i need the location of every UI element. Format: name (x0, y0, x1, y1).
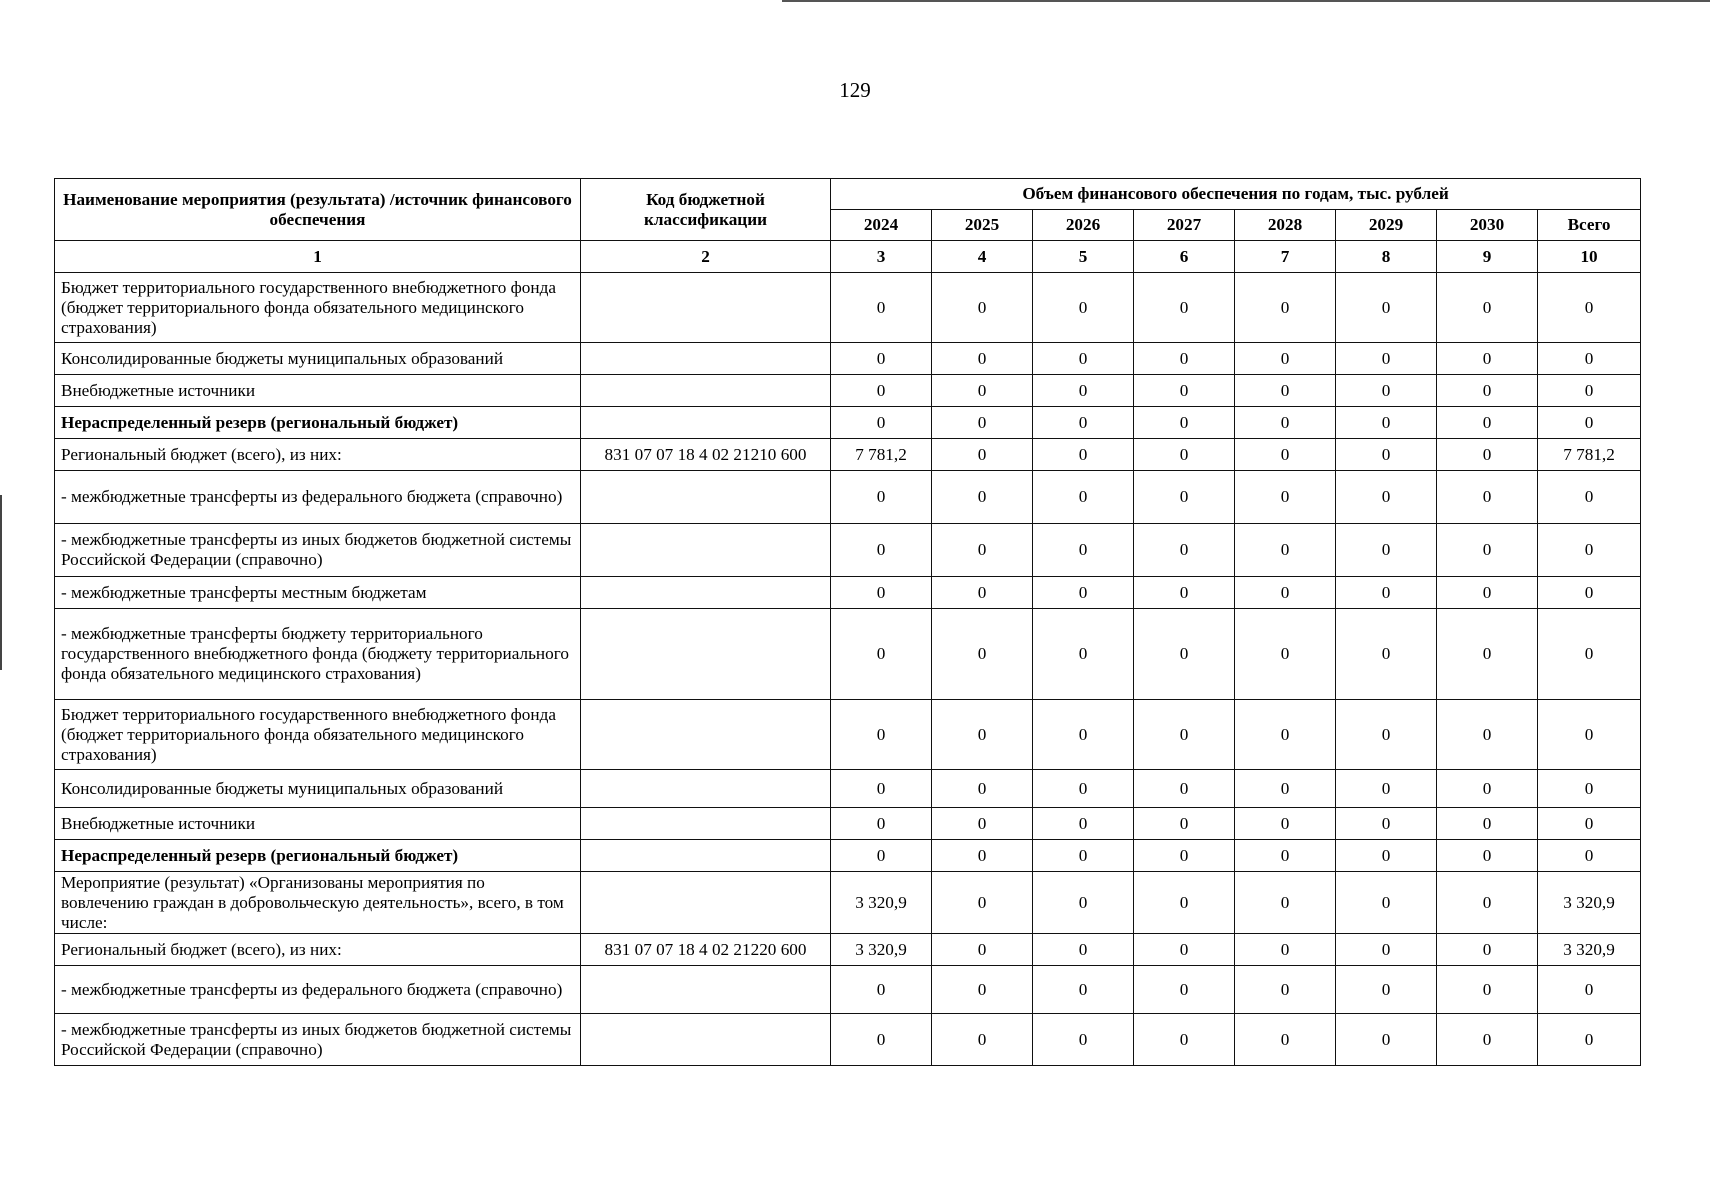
row-name-cell: Нераспределенный резерв (региональный бюджет) (55, 407, 581, 439)
budget-code-cell (581, 840, 831, 872)
table-row (55, 840, 1641, 872)
year-value-cell: 0 (831, 609, 932, 700)
year-value-cell: 0 (1033, 609, 1134, 700)
year-value-cell: 0 (1235, 375, 1336, 407)
column-number: 2 (581, 241, 831, 273)
year-value-cell: 7 781,2 (831, 439, 932, 471)
year-value-cell: 0 (932, 872, 1033, 934)
budget-code-cell (581, 471, 831, 524)
year-value-cell: 0 (1033, 700, 1134, 770)
year-value-cell: 0 (1235, 471, 1336, 524)
year-value-cell: 0 (1134, 808, 1235, 840)
year-value-cell: 0 (831, 700, 932, 770)
year-value-cell: 0 (831, 840, 932, 872)
year-value-cell: 0 (932, 471, 1033, 524)
budget-code-cell (581, 524, 831, 577)
year-value-cell: 0 (1033, 934, 1134, 966)
year-value-cell: 0 (1134, 840, 1235, 872)
financing-table (54, 178, 1641, 1066)
row-name-cell: Мероприятие (результат) «Организованы мероприятия по вовлечению граждан в добровольческую деятельность», всего, в том числе: (55, 872, 581, 934)
year-value-cell: 0 (932, 770, 1033, 808)
header-year: 2030 (1437, 210, 1538, 241)
year-value-cell: 0 (1336, 524, 1437, 577)
table-row (55, 1014, 1641, 1066)
year-value-cell: 0 (1033, 375, 1134, 407)
year-value-cell: 0 (932, 1014, 1033, 1066)
year-value-cell: 0 (1134, 343, 1235, 375)
year-value-cell: 0 (1033, 966, 1134, 1014)
row-name-cell: Консолидированные бюджеты муниципальных образований (55, 343, 581, 375)
table-row (55, 808, 1641, 840)
year-value-cell: 0 (1134, 375, 1235, 407)
total-value-cell: 0 (1538, 524, 1641, 577)
total-value-cell: 0 (1538, 609, 1641, 700)
year-value-cell: 0 (1033, 577, 1134, 609)
table-row (55, 872, 1641, 934)
year-value-cell: 0 (1336, 609, 1437, 700)
column-number: 1 (55, 241, 581, 273)
year-value-cell: 0 (1235, 700, 1336, 770)
year-value-cell: 0 (1033, 439, 1134, 471)
year-value-cell: 0 (1033, 808, 1134, 840)
header-year: 2026 (1033, 210, 1134, 241)
year-value-cell: 0 (932, 934, 1033, 966)
row-name-cell: - межбюджетные трансферты бюджету территориального государственного внебюджетного фонда (бюджету территориального фонда обязательного медицинского страхования) (55, 609, 581, 700)
year-value-cell: 0 (1437, 375, 1538, 407)
table-row (55, 273, 1641, 343)
total-value-cell: 0 (1538, 966, 1641, 1014)
year-value-cell: 0 (1134, 577, 1235, 609)
budget-code-cell (581, 872, 831, 934)
year-value-cell: 0 (1235, 966, 1336, 1014)
year-value-cell: 0 (1336, 375, 1437, 407)
year-value-cell: 0 (1033, 770, 1134, 808)
row-name-cell: - межбюджетные трансферты из иных бюджетов бюджетной системы Российской Федерации (справочно) (55, 1014, 581, 1066)
year-value-cell: 0 (1235, 808, 1336, 840)
year-value-cell: 0 (932, 808, 1033, 840)
year-value-cell: 0 (831, 770, 932, 808)
column-number: 8 (1336, 241, 1437, 273)
column-number: 3 (831, 241, 932, 273)
year-value-cell: 0 (1134, 524, 1235, 577)
year-value-cell: 0 (1437, 407, 1538, 439)
year-value-cell: 0 (932, 577, 1033, 609)
total-value-cell: 0 (1538, 577, 1641, 609)
total-value-cell: 3 320,9 (1538, 872, 1641, 934)
budget-code-cell: 831 07 07 18 4 02 21210 600 (581, 439, 831, 471)
year-value-cell: 0 (1033, 343, 1134, 375)
row-name-cell: Бюджет территориального государственного внебюджетного фонда (бюджет территориального фонда обязательного медицинского страхования) (55, 273, 581, 343)
total-value-cell: 7 781,2 (1538, 439, 1641, 471)
year-value-cell: 0 (831, 343, 932, 375)
column-number: 6 (1134, 241, 1235, 273)
year-value-cell: 0 (1336, 966, 1437, 1014)
year-value-cell: 0 (1235, 343, 1336, 375)
column-number: 9 (1437, 241, 1538, 273)
budget-code-cell (581, 700, 831, 770)
budget-code-cell (581, 1014, 831, 1066)
year-value-cell: 0 (1235, 273, 1336, 343)
year-value-cell: 0 (831, 808, 932, 840)
year-value-cell: 0 (1437, 770, 1538, 808)
table-row (55, 375, 1641, 407)
year-value-cell: 0 (1235, 770, 1336, 808)
budget-code-cell (581, 273, 831, 343)
year-value-cell: 0 (1134, 471, 1235, 524)
year-value-cell: 0 (1336, 343, 1437, 375)
table-row (55, 439, 1641, 471)
header-total: Всего (1538, 210, 1641, 241)
year-value-cell: 0 (932, 375, 1033, 407)
year-value-cell: 0 (1033, 273, 1134, 343)
year-value-cell: 0 (932, 524, 1033, 577)
year-value-cell: 0 (1134, 1014, 1235, 1066)
total-value-cell: 0 (1538, 770, 1641, 808)
year-value-cell: 0 (932, 439, 1033, 471)
table-row (55, 770, 1641, 808)
year-value-cell: 0 (831, 1014, 932, 1066)
year-value-cell: 0 (831, 407, 932, 439)
row-name-cell: - межбюджетные трансферты местным бюджетам (55, 577, 581, 609)
table-row (55, 471, 1641, 524)
year-value-cell: 3 320,9 (831, 872, 932, 934)
row-name-cell: Консолидированные бюджеты муниципальных образований (55, 770, 581, 808)
year-value-cell: 3 320,9 (831, 934, 932, 966)
total-value-cell: 0 (1538, 700, 1641, 770)
year-value-cell: 0 (1134, 439, 1235, 471)
year-value-cell: 0 (1437, 471, 1538, 524)
year-value-cell: 0 (1336, 1014, 1437, 1066)
header-year: 2029 (1336, 210, 1437, 241)
year-value-cell: 0 (1336, 273, 1437, 343)
budget-code-cell: 831 07 07 18 4 02 21220 600 (581, 934, 831, 966)
budget-code-cell (581, 343, 831, 375)
year-value-cell: 0 (1336, 439, 1437, 471)
year-value-cell: 0 (1437, 439, 1538, 471)
year-value-cell: 0 (1235, 577, 1336, 609)
year-value-cell: 0 (932, 840, 1033, 872)
year-value-cell: 0 (831, 966, 932, 1014)
year-value-cell: 0 (1437, 273, 1538, 343)
budget-code-cell (581, 375, 831, 407)
total-value-cell: 0 (1538, 808, 1641, 840)
year-value-cell: 0 (1336, 872, 1437, 934)
table-row (55, 966, 1641, 1014)
row-name-cell: - межбюджетные трансферты из федерального бюджета (справочно) (55, 966, 581, 1014)
year-value-cell: 0 (831, 375, 932, 407)
year-value-cell: 0 (1437, 700, 1538, 770)
table-row (55, 524, 1641, 577)
row-name-cell: Бюджет территориального государственного внебюджетного фонда (бюджет территориального фонда обязательного медицинского страхования) (55, 700, 581, 770)
row-name-cell: Внебюджетные источники (55, 375, 581, 407)
year-value-cell: 0 (831, 577, 932, 609)
year-value-cell: 0 (932, 407, 1033, 439)
year-value-cell: 0 (932, 273, 1033, 343)
budget-code-cell (581, 808, 831, 840)
table-row (55, 700, 1641, 770)
year-value-cell: 0 (932, 343, 1033, 375)
year-value-cell: 0 (1235, 524, 1336, 577)
total-value-cell: 0 (1538, 375, 1641, 407)
year-value-cell: 0 (932, 700, 1033, 770)
table-row (55, 934, 1641, 966)
row-name-cell: - межбюджетные трансферты из федерального бюджета (справочно) (55, 471, 581, 524)
year-value-cell: 0 (1437, 808, 1538, 840)
column-number: 7 (1235, 241, 1336, 273)
header-year: 2024 (831, 210, 932, 241)
year-value-cell: 0 (1033, 1014, 1134, 1066)
total-value-cell: 0 (1538, 840, 1641, 872)
year-value-cell: 0 (1437, 934, 1538, 966)
year-value-cell: 0 (1336, 577, 1437, 609)
budget-code-cell (581, 770, 831, 808)
total-value-cell: 0 (1538, 343, 1641, 375)
year-value-cell: 0 (1033, 471, 1134, 524)
row-name-cell: - межбюджетные трансферты из иных бюджетов бюджетной системы Российской Федерации (справочно) (55, 524, 581, 577)
year-value-cell: 0 (1336, 471, 1437, 524)
year-value-cell: 0 (1437, 840, 1538, 872)
year-value-cell: 0 (1033, 872, 1134, 934)
year-value-cell: 0 (1437, 524, 1538, 577)
year-value-cell: 0 (1235, 439, 1336, 471)
year-value-cell: 0 (1235, 872, 1336, 934)
table-row (55, 609, 1641, 700)
year-value-cell: 0 (1235, 407, 1336, 439)
table-row (55, 577, 1641, 609)
year-value-cell: 0 (1336, 770, 1437, 808)
year-value-cell: 0 (1134, 700, 1235, 770)
year-value-cell: 0 (1235, 609, 1336, 700)
year-value-cell: 0 (932, 966, 1033, 1014)
year-value-cell: 0 (1134, 872, 1235, 934)
year-value-cell: 0 (1437, 577, 1538, 609)
year-value-cell: 0 (1437, 966, 1538, 1014)
year-value-cell: 0 (1134, 770, 1235, 808)
header-year: 2027 (1134, 210, 1235, 241)
year-value-cell: 0 (1033, 407, 1134, 439)
row-name-cell: Нераспределенный резерв (региональный бюджет) (55, 840, 581, 872)
year-value-cell: 0 (1336, 840, 1437, 872)
year-value-cell: 0 (1033, 524, 1134, 577)
row-name-cell: Региональный бюджет (всего), из них: (55, 934, 581, 966)
header-code-column: Код бюджетной классификации (581, 179, 831, 241)
total-value-cell: 0 (1538, 407, 1641, 439)
year-value-cell: 0 (831, 524, 932, 577)
header-year: 2025 (932, 210, 1033, 241)
budget-code-cell (581, 577, 831, 609)
year-value-cell: 0 (1134, 609, 1235, 700)
year-value-cell: 0 (932, 609, 1033, 700)
total-value-cell: 0 (1538, 1014, 1641, 1066)
year-value-cell: 0 (1235, 840, 1336, 872)
row-name-cell: Внебюджетные источники (55, 808, 581, 840)
row-name-cell: Региональный бюджет (всего), из них: (55, 439, 581, 471)
year-value-cell: 0 (1235, 934, 1336, 966)
year-value-cell: 0 (1235, 1014, 1336, 1066)
column-number: 5 (1033, 241, 1134, 273)
total-value-cell: 3 320,9 (1538, 934, 1641, 966)
header-name-column: Наименование мероприятия (результата) /источник финансового обеспечения (55, 179, 581, 241)
header-year: 2028 (1235, 210, 1336, 241)
page-number: 129 (839, 78, 871, 102)
table-row (55, 343, 1641, 375)
year-value-cell: 0 (1437, 343, 1538, 375)
budget-code-cell (581, 966, 831, 1014)
table-row (55, 407, 1641, 439)
year-value-cell: 0 (1336, 934, 1437, 966)
year-value-cell: 0 (831, 273, 932, 343)
year-value-cell: 0 (1134, 273, 1235, 343)
left-scan-mark (0, 495, 2, 670)
budget-code-cell (581, 609, 831, 700)
year-value-cell: 0 (1336, 407, 1437, 439)
year-value-cell: 0 (1134, 407, 1235, 439)
year-value-cell: 0 (1437, 609, 1538, 700)
year-value-cell: 0 (831, 471, 932, 524)
column-number: 10 (1538, 241, 1641, 273)
year-value-cell: 0 (1336, 700, 1437, 770)
year-value-cell: 0 (1437, 1014, 1538, 1066)
year-value-cell: 0 (1033, 840, 1134, 872)
year-value-cell: 0 (1336, 808, 1437, 840)
column-number: 4 (932, 241, 1033, 273)
top-edge-line (782, 0, 1710, 2)
header-financing-group: Объем финансового обеспечения по годам, тыс. рублей (831, 179, 1641, 210)
total-value-cell: 0 (1538, 273, 1641, 343)
year-value-cell: 0 (1134, 934, 1235, 966)
budget-code-cell (581, 407, 831, 439)
total-value-cell: 0 (1538, 471, 1641, 524)
year-value-cell: 0 (1134, 966, 1235, 1014)
year-value-cell: 0 (1437, 872, 1538, 934)
